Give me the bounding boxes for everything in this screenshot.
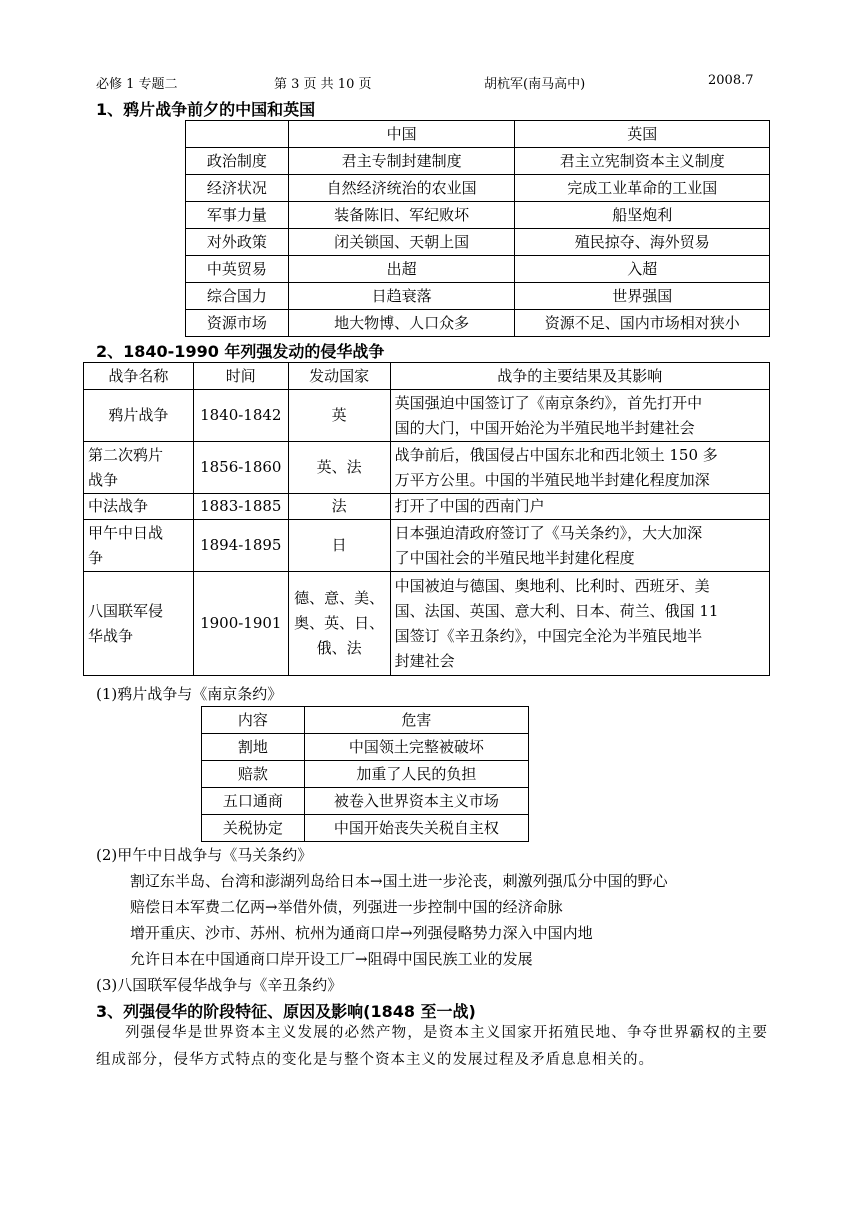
war-country-line: 俄、法 bbox=[316, 639, 362, 657]
row-label: 政治制度 bbox=[186, 148, 289, 175]
war-name: 中法战争 bbox=[88, 497, 149, 515]
war-name-cell bbox=[84, 520, 194, 572]
row-label: 中英贸易 bbox=[186, 256, 289, 283]
war-result-line: 国签订《辛丑条约》，中国完全沦为半殖民地半 bbox=[394, 626, 703, 645]
war-result-line: 国、法国、英国、意大利、日本、荷兰、俄国 11 bbox=[394, 601, 719, 620]
table-cell: 船坚炮利 bbox=[515, 202, 770, 229]
header-page: 第 3 页 共 10 页 bbox=[274, 77, 372, 92]
war-name-line: 华战争 bbox=[88, 626, 134, 645]
header-cell: 时间 bbox=[193, 363, 288, 390]
table-row bbox=[186, 148, 770, 175]
header-cell: 英国 bbox=[515, 121, 770, 148]
war-name-cell bbox=[84, 572, 194, 676]
table-cell: 地大物博、人口众多 bbox=[288, 310, 515, 337]
table-cell: 君主立宪制资本主义制度 bbox=[515, 148, 770, 175]
table-cell: 资源不足、国内市场相对狭小 bbox=[515, 310, 770, 337]
war-result-line: 封建社会 bbox=[394, 651, 455, 670]
war-name-line: 甲午中日战 bbox=[88, 523, 164, 542]
war-country: 日 bbox=[331, 536, 347, 554]
war-time: 1900-1901 bbox=[193, 572, 288, 676]
table-row bbox=[84, 572, 770, 676]
table-row bbox=[186, 229, 770, 256]
row-label: 经济状况 bbox=[186, 175, 289, 202]
table-cell: 割地 bbox=[202, 734, 305, 761]
war-name-line: 争 bbox=[88, 548, 104, 567]
war-country: 英 bbox=[331, 406, 347, 424]
table-row bbox=[84, 494, 770, 520]
war-name-cell bbox=[84, 390, 194, 442]
war-name-line: 战争 bbox=[88, 470, 119, 489]
war-country-cell bbox=[288, 442, 390, 494]
war-name: 鸦片战争 bbox=[108, 406, 169, 424]
war-result-cell bbox=[390, 390, 769, 442]
row-label: 对外政策 bbox=[186, 229, 289, 256]
war-result-cell bbox=[390, 572, 769, 676]
war-result-line: 了中国社会的半殖民地半封建化程度 bbox=[394, 548, 635, 567]
sub2-title: (2)甲午中日战争与《马关条约》 bbox=[96, 846, 313, 864]
war-time: 1883-1885 bbox=[193, 494, 288, 520]
war-country-line: 奥、英、日、 bbox=[294, 614, 385, 632]
table-cell: 被卷入世界资本主义市场 bbox=[304, 788, 528, 815]
war-time: 1894-1895 bbox=[193, 520, 288, 572]
table-cell: 中国领土完整被破坏 bbox=[304, 734, 528, 761]
sub1-title: (1)鸦片战争与《南京条约》 bbox=[96, 685, 283, 703]
table-cell: 君主专制封建制度 bbox=[288, 148, 515, 175]
table-cell: 闭关锁国、天朝上国 bbox=[288, 229, 515, 256]
header-cell: 内容 bbox=[202, 707, 305, 734]
wars-table bbox=[83, 362, 770, 676]
war-result-line: 国的大门，中国开始沦为半殖民地半封建社会 bbox=[394, 418, 695, 437]
section3-paragraph: 列强侵华是世界资本主义发展的必然产物，是资本主义国家开拓殖民地、争夺世界霸权的主要组成部分，侵华方式特点的变化是与整个资本主义的发展过程及矛盾息息相关的。 bbox=[96, 1025, 768, 1068]
row-label: 综合国力 bbox=[186, 283, 289, 310]
row-label: 资源市场 bbox=[186, 310, 289, 337]
table-cell: 世界强国 bbox=[515, 283, 770, 310]
table-cell: 关税协定 bbox=[202, 815, 305, 842]
war-country-cell bbox=[288, 494, 390, 520]
treaty-line: 允许日本在中国通商口岸开设工厂→阻碍中国民族工业的发展 bbox=[130, 950, 533, 968]
table-row bbox=[84, 520, 770, 572]
table-cell: 出超 bbox=[288, 256, 515, 283]
war-result-cell bbox=[390, 520, 769, 572]
war-result-line: 万平方公里。中国的半殖民地半封建化程度加深 bbox=[394, 470, 710, 489]
war-country-cell bbox=[288, 390, 390, 442]
treaty-line: 赔偿日本军费二亿两→举借外债，列强进一步控制中国的经济命脉 bbox=[130, 898, 563, 916]
table-cell: 殖民掠夺、海外贸易 bbox=[515, 229, 770, 256]
nanjing-table bbox=[201, 706, 529, 842]
war-country-cell bbox=[288, 572, 390, 676]
war-result-cell bbox=[390, 494, 769, 520]
table-row bbox=[202, 761, 529, 788]
header-cell: 战争名称 bbox=[84, 363, 194, 390]
table-cell: 日趋衰落 bbox=[288, 283, 515, 310]
header-cell: 中国 bbox=[288, 121, 515, 148]
table-row bbox=[186, 283, 770, 310]
table-row bbox=[84, 390, 770, 442]
comparison-table bbox=[185, 120, 770, 337]
war-country: 法 bbox=[331, 497, 347, 515]
table-cell: 赔款 bbox=[202, 761, 305, 788]
treaty-line: 割辽东半岛、台湾和澎湖列岛给日本→国土进一步沦丧，刺激列强瓜分中国的野心 bbox=[130, 872, 668, 890]
header-cell: 危害 bbox=[304, 707, 528, 734]
table-cell: 装备陈旧、军纪败坏 bbox=[288, 202, 515, 229]
war-name-cell bbox=[84, 442, 194, 494]
table-row bbox=[202, 788, 529, 815]
war-country-line: 德、意、美、 bbox=[294, 589, 385, 607]
section1-title: 1、鸦片战争前夕的中国和英国 bbox=[96, 100, 316, 119]
war-time: 1840-1842 bbox=[193, 390, 288, 442]
war-result-line: 英国强迫中国签订了《南京条约》，首先打开中 bbox=[394, 393, 703, 412]
war-result-line: 战争前后，俄国侵占中国东北和西北领土 150 多 bbox=[394, 445, 718, 464]
header-author: 胡杭军(南马高中) bbox=[484, 77, 586, 92]
sub3-title: (3)八国联军侵华战争与《辛丑条约》 bbox=[96, 976, 343, 994]
table-row bbox=[186, 202, 770, 229]
table-cell: 加重了人民的负担 bbox=[304, 761, 528, 788]
table-cell: 中国开始丧失关税自主权 bbox=[304, 815, 528, 842]
table-header-row bbox=[186, 121, 770, 148]
war-country-cell bbox=[288, 520, 390, 572]
table-row bbox=[186, 175, 770, 202]
table-row bbox=[84, 442, 770, 494]
war-time: 1856-1860 bbox=[193, 442, 288, 494]
header-book: 必修 1 专题二 bbox=[96, 77, 178, 92]
section3-title: 3、列强侵华的阶段特征、原因及影响(1848 至一战) bbox=[96, 1002, 476, 1021]
table-cell: 五口通商 bbox=[202, 788, 305, 815]
treaty-line: 增开重庆、沙市、苏州、杭州为通商口岸→列强侵略势力深入中国内地 bbox=[130, 924, 593, 942]
table-header-row bbox=[84, 363, 770, 390]
header-cell: 战争的主要结果及其影响 bbox=[390, 363, 769, 390]
war-country: 英、法 bbox=[316, 458, 362, 476]
war-name-cell bbox=[84, 494, 194, 520]
war-result-cell bbox=[390, 442, 769, 494]
war-result-line: 打开了中国的西南门户 bbox=[394, 497, 545, 515]
war-name-line: 八国联军侵 bbox=[88, 601, 164, 620]
table-row bbox=[202, 815, 529, 842]
war-result-line: 中国被迫与德国、奥地利、比利时、西班牙、美 bbox=[394, 576, 710, 595]
header-cell bbox=[186, 121, 289, 148]
table-header-row bbox=[202, 707, 529, 734]
table-cell: 完成工业革命的工业国 bbox=[515, 175, 770, 202]
table-row bbox=[186, 256, 770, 283]
header-cell: 发动国家 bbox=[288, 363, 390, 390]
table-cell: 自然经济统治的农业国 bbox=[288, 175, 515, 202]
table-row bbox=[202, 734, 529, 761]
header-date: 2008.7 bbox=[708, 73, 754, 88]
section2-title: 2、1840-1990 年列强发动的侵华战争 bbox=[96, 342, 385, 361]
table-cell: 入超 bbox=[515, 256, 770, 283]
row-label: 军事力量 bbox=[186, 202, 289, 229]
war-result-line: 日本强迫清政府签订了《马关条约》，大大加深 bbox=[394, 523, 703, 542]
war-name-line: 第二次鸦片 bbox=[88, 445, 164, 464]
table-row bbox=[186, 310, 770, 337]
